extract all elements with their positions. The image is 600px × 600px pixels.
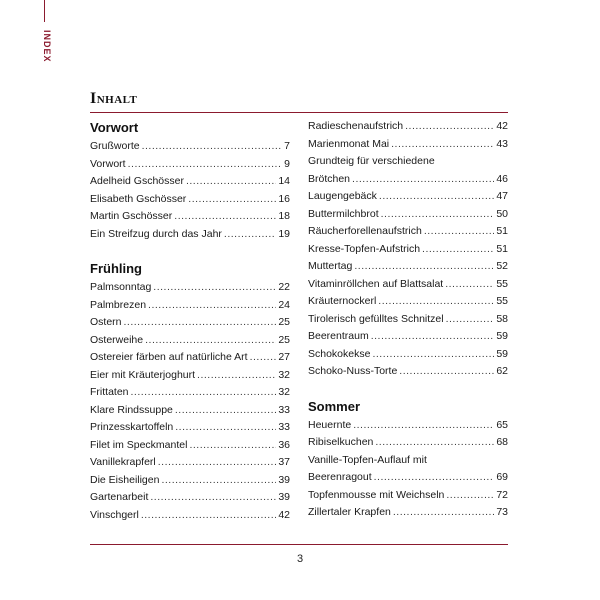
entry-title: Palmbrezen	[90, 298, 147, 311]
entry-page: 19	[278, 227, 290, 240]
entry-title: Elisabeth Gschösser	[90, 192, 187, 205]
toc-entry[interactable]	[90, 138, 290, 156]
dot-leader	[391, 136, 494, 154]
toc-entry[interactable]	[90, 208, 290, 226]
entry-title: Ribiselkuchen	[308, 436, 374, 448]
entry-title: Ein Streifzug durch das Jahr	[90, 227, 222, 240]
dot-leader	[128, 156, 283, 174]
entry-page: 59	[496, 330, 508, 342]
dot-leader	[399, 363, 494, 381]
dot-leader	[161, 472, 276, 490]
toc-entry[interactable]	[90, 297, 290, 315]
entry-title: Ostereier färben auf natürliche Art	[90, 351, 248, 363]
entry-page: 14	[278, 175, 290, 187]
entry-title: Räucherforellenaufstrich	[308, 225, 422, 237]
entry-title: Vanillekrapferl	[90, 456, 156, 468]
toc-entry[interactable]	[308, 136, 508, 154]
entry-title: Muttertag	[308, 260, 353, 272]
entry-page: 9	[284, 157, 290, 170]
entry-title: Kresse-Topfen-Aufstrich	[308, 242, 421, 255]
toc-section-vorwort	[90, 118, 290, 243]
entry-page: 32	[278, 386, 290, 398]
toc-entry[interactable]	[90, 419, 290, 437]
toc-entry[interactable]	[90, 173, 290, 191]
dot-leader	[422, 241, 494, 259]
toc-entry[interactable]	[308, 206, 508, 224]
dot-leader	[250, 349, 277, 367]
section-heading: Vorwort	[90, 120, 139, 135]
dot-leader	[145, 332, 276, 350]
dot-leader	[353, 417, 494, 435]
dot-leader	[371, 328, 495, 346]
entry-title: Schoko-Nuss-Torte	[308, 365, 398, 377]
section-heading: Sommer	[308, 398, 361, 414]
entry-page: 59	[496, 347, 508, 360]
entry-page: 46	[496, 172, 508, 185]
toc-entry[interactable]	[308, 188, 508, 206]
dot-leader	[158, 454, 277, 472]
entry-title: Gartenarbeit	[90, 491, 149, 503]
toc-section-fruehling	[90, 259, 290, 524]
entry-page: 33	[278, 421, 290, 433]
dot-leader	[352, 171, 494, 189]
toc-entry[interactable]	[90, 472, 290, 490]
toc-entry[interactable]	[90, 156, 290, 174]
toc-section-sommer	[308, 397, 508, 522]
toc-entry[interactable]	[90, 279, 290, 297]
dot-leader	[174, 208, 276, 226]
dot-leader	[446, 311, 495, 329]
entry-page: 39	[278, 491, 290, 503]
page-title: Inhalt	[90, 90, 138, 107]
dot-leader	[150, 489, 276, 507]
toc-entry[interactable]	[90, 226, 290, 244]
dot-leader	[446, 487, 494, 505]
toc-entry[interactable]	[308, 311, 508, 329]
entry-title: Marienmonat Mai	[308, 137, 390, 150]
toc-entry[interactable]	[308, 258, 508, 276]
toc-entry[interactable]	[308, 504, 508, 522]
toc-entry[interactable]	[308, 241, 508, 259]
section-tab-label: INDEX	[42, 30, 52, 63]
dot-leader	[375, 434, 494, 452]
entry-title: Grußworte	[90, 140, 140, 152]
entry-page: 68	[496, 436, 508, 448]
entry-title: Adelheid Gschösser	[90, 175, 184, 187]
section-spacer	[90, 243, 290, 259]
toc-entry[interactable]	[90, 402, 290, 420]
dot-leader	[197, 367, 276, 385]
entry-title: Beerentraum	[308, 330, 369, 342]
entry-title: Brötchen	[308, 172, 351, 185]
entry-title: Die Eisheiligen	[90, 473, 160, 486]
dot-leader	[141, 507, 276, 525]
entry-page: 7	[284, 140, 290, 152]
toc-entry[interactable]	[308, 328, 508, 346]
section-spacer	[308, 381, 508, 397]
dot-leader	[142, 138, 283, 156]
entry-title: Osterweihe	[90, 333, 144, 346]
entry-page: 58	[496, 312, 508, 325]
dot-leader	[148, 297, 276, 315]
dot-leader	[393, 504, 494, 522]
top-divider	[90, 112, 508, 113]
dot-leader	[374, 469, 495, 487]
dot-leader	[131, 384, 277, 402]
entry-page: 25	[278, 316, 290, 328]
entry-title: Palmsonntag	[90, 281, 152, 293]
entry-title-line: Vanille-Topfen-Auflauf mit	[308, 453, 427, 466]
entry-page: 27	[278, 351, 290, 363]
toc-entry[interactable]	[90, 367, 290, 385]
dot-leader	[381, 206, 495, 224]
entry-page: 62	[496, 365, 508, 377]
entry-page: 52	[496, 260, 508, 272]
toc-entry[interactable]	[90, 507, 290, 525]
entry-page: 47	[496, 190, 508, 202]
dot-leader	[224, 226, 276, 244]
dot-leader	[124, 314, 277, 332]
entry-title: Laugengebäck	[308, 190, 377, 202]
toc-entry[interactable]	[308, 118, 508, 136]
entry-page: 69	[496, 471, 508, 483]
entry-title-line: Grundteig für verschiedene	[308, 155, 435, 167]
dot-leader	[188, 191, 276, 209]
entry-page: 16	[278, 192, 290, 205]
entry-title: Buttermilchbrot	[308, 207, 379, 220]
entry-page: 25	[278, 333, 290, 346]
toc-entry[interactable]	[308, 223, 508, 241]
entry-page: 72	[496, 488, 508, 501]
toc-entry[interactable]	[308, 469, 508, 487]
entry-page: 37	[278, 456, 290, 468]
dot-leader	[186, 173, 276, 191]
entry-page: 42	[278, 508, 290, 521]
entry-page: 24	[278, 298, 290, 311]
entry-title: Vinschgerl	[90, 508, 139, 521]
entry-page: 65	[496, 418, 508, 431]
dot-leader	[189, 437, 276, 455]
entry-title: Kräuternockerl	[308, 295, 377, 307]
entry-page: 43	[496, 137, 508, 150]
entry-page: 39	[278, 473, 290, 486]
toc-entry[interactable]	[308, 171, 508, 189]
entry-page: 50	[496, 207, 508, 220]
entry-title: Ostern	[90, 316, 122, 328]
toc-entry[interactable]	[308, 434, 508, 452]
toc-entry[interactable]	[308, 346, 508, 364]
entry-page: 18	[278, 210, 290, 222]
entry-page: 55	[496, 295, 508, 307]
toc-entry[interactable]	[308, 293, 508, 311]
side-accent-line	[44, 0, 45, 22]
dot-leader	[378, 293, 494, 311]
entry-page: 22	[278, 281, 290, 293]
toc-entry[interactable]	[90, 384, 290, 402]
entry-title: Radieschenaufstrich	[308, 120, 404, 132]
dot-leader	[175, 419, 276, 437]
toc-entry[interactable]	[90, 314, 290, 332]
dot-leader	[405, 118, 494, 136]
entry-page: 42	[496, 120, 508, 132]
entry-page: 32	[278, 368, 290, 381]
bottom-divider	[90, 544, 508, 545]
entry-page: 36	[278, 438, 290, 451]
entry-title: Topfenmousse mit Weichseln	[308, 488, 445, 501]
dot-leader	[354, 258, 494, 276]
dot-leader	[153, 279, 276, 297]
entry-page: 73	[496, 506, 508, 518]
toc-entry[interactable]	[308, 487, 508, 505]
toc-entry[interactable]	[308, 363, 508, 381]
entry-title: Martin Gschösser	[90, 210, 173, 222]
toc-entry[interactable]	[90, 454, 290, 472]
dot-leader	[424, 223, 495, 241]
entry-page: 33	[278, 403, 290, 416]
entry-page: 51	[496, 225, 508, 237]
toc-section-fruehling-continued	[308, 118, 508, 381]
entry-title: Heuernte	[308, 418, 352, 431]
entry-title: Vitaminröllchen auf Blattsalat	[308, 277, 444, 290]
toc-entry[interactable]	[90, 489, 290, 507]
entry-title: Klare Rindssuppe	[90, 403, 173, 416]
entry-title: Tirolerisch gefülltes Schnitzel	[308, 312, 444, 325]
entry-title: Prinzesskartoffeln	[90, 421, 174, 433]
toc-entry[interactable]	[308, 276, 508, 294]
entry-page: 55	[496, 277, 508, 290]
section-heading: Frühling	[90, 261, 142, 276]
entry-title: Filet im Speckmantel	[90, 438, 188, 451]
toc-left-column	[90, 118, 290, 524]
page-number: 3	[296, 553, 304, 565]
toc-right-column	[308, 118, 508, 522]
toc-entry[interactable]	[90, 332, 290, 350]
dot-leader	[175, 402, 276, 420]
entry-title: Vorwort	[90, 157, 126, 170]
toc-entry[interactable]	[90, 191, 290, 209]
entry-page: 51	[496, 242, 508, 255]
entry-title: Zillertaler Krapfen	[308, 506, 391, 518]
toc-entry[interactable]	[90, 349, 290, 367]
toc-entry[interactable]	[90, 437, 290, 455]
entry-title: Frittaten	[90, 386, 129, 398]
dot-leader	[445, 276, 494, 294]
dot-leader	[379, 188, 494, 206]
entry-title: Eier mit Kräuterjoghurt	[90, 368, 196, 381]
dot-leader	[372, 346, 494, 364]
entry-title: Beerenragout	[308, 471, 372, 483]
toc-entry[interactable]	[308, 417, 508, 435]
entry-title: Schokokekse	[308, 347, 371, 360]
